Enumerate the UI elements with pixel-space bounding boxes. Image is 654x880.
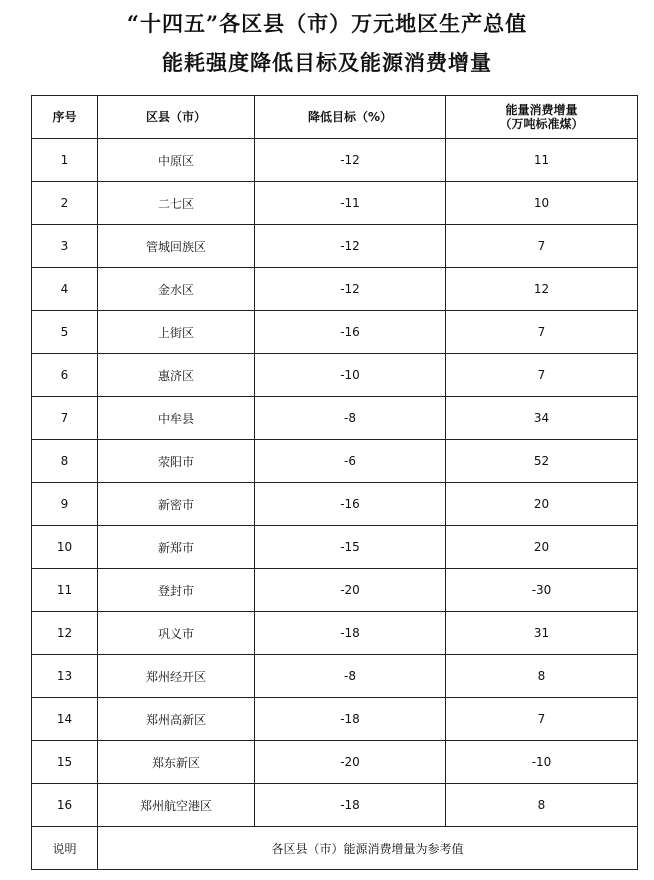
table-row <box>32 354 638 397</box>
table-row <box>32 784 638 827</box>
row-increment-cell: 12 <box>446 268 638 311</box>
row-target-cell: -15 <box>255 526 446 569</box>
row-district-cell: 郑州航空港区 <box>98 784 255 827</box>
row-index-cell: 16 <box>32 784 98 827</box>
row-index-cell: 10 <box>32 526 98 569</box>
table-row <box>32 612 638 655</box>
row-target-cell: -8 <box>255 655 446 698</box>
row-target-cell: -16 <box>255 311 446 354</box>
table-row <box>32 139 638 182</box>
row-target-cell: -8 <box>255 397 446 440</box>
header-district: 区县（市） <box>98 96 255 139</box>
row-increment-cell: 11 <box>446 139 638 182</box>
table-row <box>32 397 638 440</box>
table-row <box>32 655 638 698</box>
row-target-cell: -20 <box>255 741 446 784</box>
table-row <box>32 268 638 311</box>
row-increment-cell: 7 <box>446 225 638 268</box>
row-district-cell: 管城回族区 <box>98 225 255 268</box>
row-district-cell: 郑州高新区 <box>98 698 255 741</box>
row-target-cell: -10 <box>255 354 446 397</box>
header-increment <box>446 96 638 139</box>
row-increment-cell: 8 <box>446 784 638 827</box>
row-target-cell: -16 <box>255 483 446 526</box>
row-target-cell: -12 <box>255 139 446 182</box>
row-index-cell: 9 <box>32 483 98 526</box>
row-index-cell: 1 <box>32 139 98 182</box>
row-index-cell: 12 <box>32 612 98 655</box>
row-index-cell: 14 <box>32 698 98 741</box>
table-row <box>32 483 638 526</box>
row-increment-cell: 7 <box>446 354 638 397</box>
row-increment-cell: 10 <box>446 182 638 225</box>
header-index: 序号 <box>32 96 98 139</box>
table-row <box>32 526 638 569</box>
row-increment-cell: -10 <box>446 741 638 784</box>
row-increment-cell: 20 <box>446 483 638 526</box>
row-district-cell: 二七区 <box>98 182 255 225</box>
row-target-cell: -18 <box>255 784 446 827</box>
row-index-cell: 7 <box>32 397 98 440</box>
row-district-cell: 惠济区 <box>98 354 255 397</box>
table-row <box>32 182 638 225</box>
row-index-cell: 11 <box>32 569 98 612</box>
row-increment-cell: 7 <box>446 311 638 354</box>
energy-target-table <box>31 95 638 870</box>
row-district-cell: 郑州经开区 <box>98 655 255 698</box>
row-index-cell: 4 <box>32 268 98 311</box>
row-district-cell: 中牟县 <box>98 397 255 440</box>
row-district-cell: 中原区 <box>98 139 255 182</box>
row-increment-cell: 52 <box>446 440 638 483</box>
row-increment-cell: 8 <box>446 655 638 698</box>
row-increment-cell: -30 <box>446 569 638 612</box>
row-target-cell: -12 <box>255 225 446 268</box>
table-row <box>32 569 638 612</box>
row-index-cell: 15 <box>32 741 98 784</box>
row-target-cell: -18 <box>255 698 446 741</box>
note-label: 说明 <box>32 827 98 870</box>
document-title-line-1: “十四五”各区县（市）万元地区生产总值 <box>126 11 528 36</box>
table-row <box>32 225 638 268</box>
row-target-cell: -12 <box>255 268 446 311</box>
row-district-cell: 上街区 <box>98 311 255 354</box>
table-row <box>32 741 638 784</box>
row-index-cell: 5 <box>32 311 98 354</box>
row-district-cell: 新密市 <box>98 483 255 526</box>
row-district-cell: 金水区 <box>98 268 255 311</box>
row-district-cell: 郑东新区 <box>98 741 255 784</box>
row-increment-cell: 31 <box>446 612 638 655</box>
note-row <box>32 827 638 870</box>
row-index-cell: 6 <box>32 354 98 397</box>
row-district-cell: 登封市 <box>98 569 255 612</box>
row-index-cell: 2 <box>32 182 98 225</box>
row-target-cell: -18 <box>255 612 446 655</box>
document-title-line-2: 能耗强度降低目标及能源消费增量 <box>162 50 492 75</box>
header-target: 降低目标（%） <box>255 96 446 139</box>
row-district-cell: 荥阳市 <box>98 440 255 483</box>
header-increment-line-1: 能量消费增量 <box>505 103 578 117</box>
row-index-cell: 3 <box>32 225 98 268</box>
row-index-cell: 8 <box>32 440 98 483</box>
table-row <box>32 698 638 741</box>
row-increment-cell: 20 <box>446 526 638 569</box>
row-target-cell: -20 <box>255 569 446 612</box>
table-header-row <box>32 96 638 139</box>
note-text: 各区县（市）能源消费增量为参考值 <box>98 827 638 870</box>
table-body <box>32 139 638 870</box>
row-increment-cell: 7 <box>446 698 638 741</box>
row-index-cell: 13 <box>32 655 98 698</box>
row-district-cell: 新郑市 <box>98 526 255 569</box>
table-row <box>32 440 638 483</box>
row-target-cell: -11 <box>255 182 446 225</box>
row-target-cell: -6 <box>255 440 446 483</box>
row-increment-cell: 34 <box>446 397 638 440</box>
header-increment-line-2: （万吨标准煤） <box>499 117 584 131</box>
table-row <box>32 311 638 354</box>
row-district-cell: 巩义市 <box>98 612 255 655</box>
